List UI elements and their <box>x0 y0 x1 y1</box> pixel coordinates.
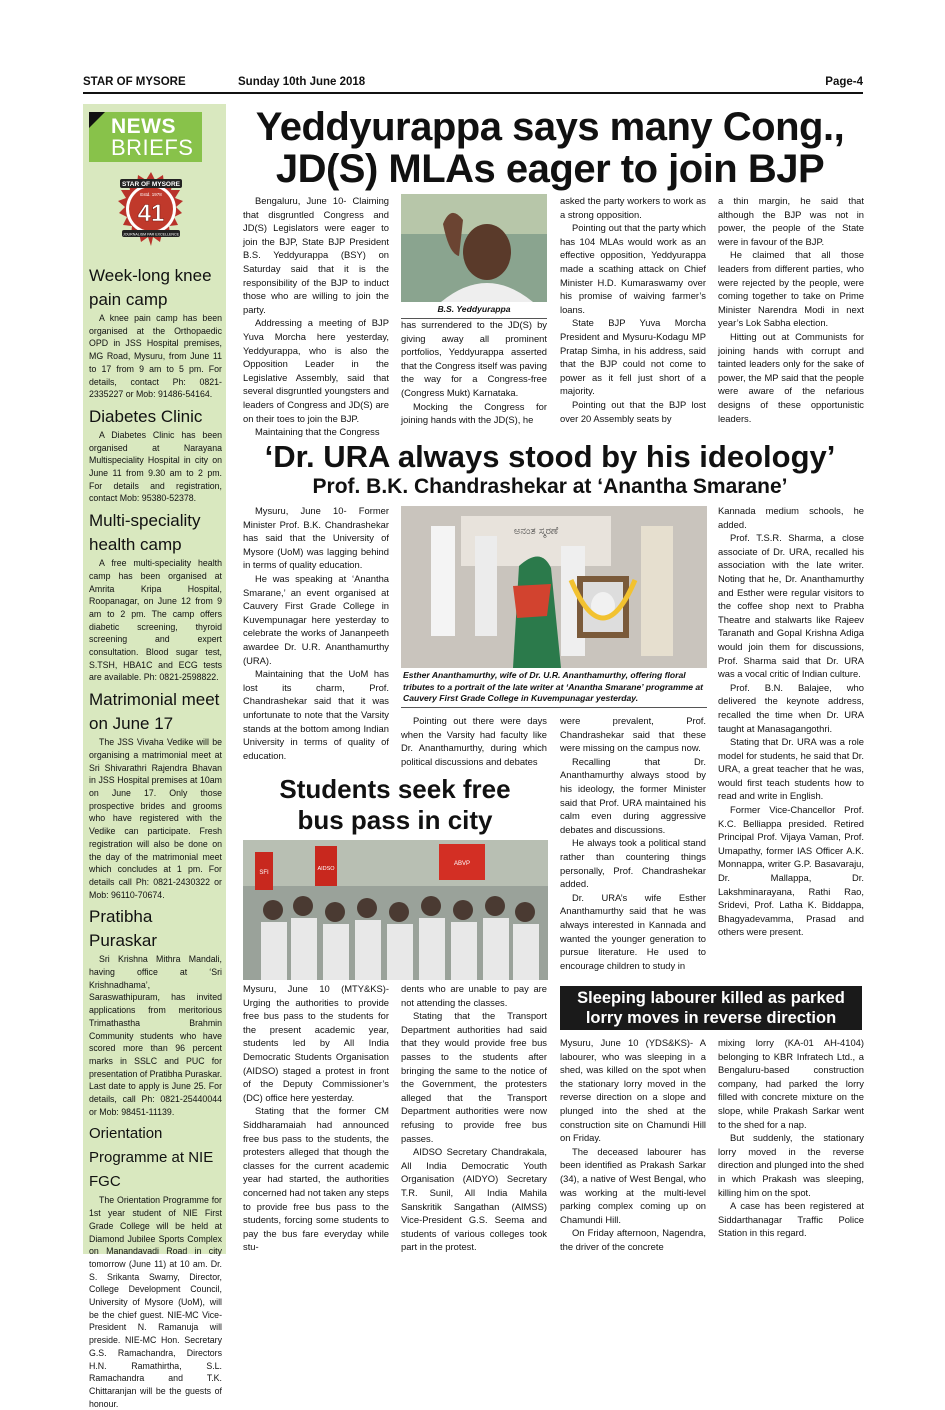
yeddyurappa-photo <box>401 194 547 302</box>
brief-title: Diabetes Clinic <box>89 406 203 426</box>
brief-title: Week-long knee pain camp <box>89 266 212 309</box>
story4-col2 <box>718 1036 864 1260</box>
brief-title: Pratibha Puraskar <box>89 907 158 951</box>
story3-col1 <box>243 982 389 1258</box>
paragraph: Stating that Dr. URA was a role model for students, he said that Dr. URA, a great teacher that he was, would first teach students how to read and write in English. <box>718 736 864 802</box>
brief-title: Matrimonial meet on June 17 <box>89 690 220 734</box>
story4-headline-line1: Sleeping labourer killed as parked <box>577 989 845 1007</box>
brief-item <box>89 264 222 401</box>
paragraph: Stating that the former CM Siddharamaiah had announced free bus pass to the students, the protesters alleged that though the classes for the current academic year had started, the authorities concerned had not taken any steps to provide free bus pass to the students, forcing some students to pay the bus fare everyday while stu- <box>243 1105 389 1253</box>
issue-date: Sunday 10th June 2018 <box>238 76 366 88</box>
placard-text: AIDSO <box>317 866 335 872</box>
story1-headline-line1: Yeddyurappa says many Cong., <box>255 105 845 149</box>
story3-headline-line2: bus pass in city <box>297 805 493 835</box>
brief-text: The Orientation Programme for 1st year student of NIE First Grade College will be held at Diamond Jubilee Sports Complex on Manandavadi Road in city tomorrow (June 11) at 10 am. Dr. S. Srikanta Swamy, Director, College Development Council, University of Mysore (UoM), will be the chief guest. NIE-MC Vice-President N. Ramanuja will preside. NIE-MC Hon. Secretary G.S. Ramachandra, Directors H.N. Ramathirtha, S.L. Ramachandra and T.K. Chittaranjan will be the guests of honour. <box>89 1195 222 1409</box>
paragraph: State BJP Yuva Morcha President and Mysuru-Kodagu MP Pratap Simha, in his address, said that the BJP could not come to power as it fell just short of a majority. <box>560 317 706 397</box>
paragraph: Mysuru, June 10 (MTY&KS)- Urging the authorities to provide free bus pass to the students for the present academic year, students led by All India Democratic Students Organisation (AIDSO) staged a protest in front of the Deputy Commissioner’s (DC) office here yesterday. <box>243 983 389 1103</box>
story2-col3 <box>560 714 706 982</box>
paragraph: He claimed that all those leaders from different parties, who were rejected by the people, were coming together to take on Prime Minister Narendra Modi in next year’s Lok Sabha election. <box>718 249 864 329</box>
brief-text: A knee pain camp has been organised at the Orthopaedic OPD in JSS Hospital premises, MG Road, Mysuru, from June 11 to 17 from 9 am to 5 pm. For details, contact Ph: 0821-2335227 or Mob: 91486-54164. <box>89 313 222 400</box>
briefs-list <box>89 260 222 1410</box>
news-word: NEWS <box>111 115 176 138</box>
paragraph: were prevalent, Prof. Chandrashekar said that these were missing on the campus now. <box>560 715 706 754</box>
paragraph: Pointing out that the party which has 104 MLAs would work as an effective opposition, Yeddyurappa made a scathing attack on Chief Minister H.D. Kumaraswamy over his promise of waiving farmer’s loans. <box>560 222 706 315</box>
paragraph: AIDSO Secretary Chandrakala, All India Democratic Youth Organisation (AIDYO) Secretary T.R. Sunil, All India Mahila Sanskritik Sangathan (AIMSS) Vice-President G.S. Seema and students of various colleges took part in the protest. <box>401 1146 547 1253</box>
logo-bottom-text: JOURNALISM PAR EXCELLENCE <box>122 232 180 237</box>
paragraph: dents who are unable to pay are not attending the classes. <box>401 983 547 1008</box>
brief-text: A Diabetes Clinic has been organised at Narayana Multispeciality Hospital in city on June 11 from 9.30 am to 2 pm. For details and registration, contact Mob: 95380-52378. <box>89 429 222 504</box>
banner-text: ಅನಂತ ಸ್ಮರಣೆ <box>513 526 559 537</box>
paragraph: Former Vice-Chancellor Prof. K.C. Belliappa presided. Retired Principal Prof. Vijaya Vaman, Prof. Umapathy, former IAS Officer A.K. Monnappa, writer G.P. Basavaraju, Dr. Mallappa, Dr. Lakshminarayana, Rathi Rao, Sridevi, Prof. Latha K. Biddappa, Bhagyadevamma, Prasad and others were present. <box>718 804 864 938</box>
brief-item <box>89 405 222 505</box>
story1-col3 <box>560 194 706 434</box>
portrait-icon <box>401 194 547 302</box>
paragraph: a thin margin, he said that although the BJP was not in power, the people of the State were in favour of the BJP. <box>718 195 864 247</box>
story3-col2 <box>401 982 547 1258</box>
header-rule <box>83 92 863 94</box>
paragraph: Mysuru, June 10 (YDS&KS)- A labourer, who was sleeping in a shed, was killed on the spot when the stationary lorry moved in the reverse direction on a slope and plunged into the shed at the construction site on Chamundi Hill on Friday. <box>560 1037 706 1144</box>
paragraph: He always took a political stand rather than countering things personally, Prof. Chandrashekar added. <box>560 837 706 890</box>
anantha-smarane-photo <box>401 506 707 668</box>
brief-item <box>89 1122 222 1410</box>
page-header <box>83 76 863 92</box>
paragraph: Mysuru, June 10- Former Minister Prof. B.K. Chandrashekar has said that the University of Mysore (UoM) was lagging behind in terms of quality education. <box>243 505 389 571</box>
placard-text: ABVP <box>453 861 471 867</box>
story2-col2 <box>401 714 547 774</box>
paragraph: Stating that the Transport Department authorities had said that they would provide free bus passes to the students after bringing the same to the notice of the Government, the protesters alleged that the Transport Department authorities were now refusing to provide free bus passes. <box>401 1010 547 1144</box>
story2-headline: ‘Dr. URA always stood by his ideology’ <box>264 439 836 474</box>
paragraph: Bengaluru, June 10- Claiming that disgruntled Congress and JD(S) Legislators were eager to join the BJP, State BJP President B.S. Yeddyurappa (BSY) on Saturday said that it is the responsibility of the BJP to induct those who are willing to join the party. <box>243 195 389 315</box>
paragraph: Hitting out at Communists for joining hands with corrupt and tainted leaders only for the sake of power, the MP said that the people were aware of the nefarious designs of these opportunistic leaders. <box>718 330 864 424</box>
paragraph: On Friday afternoon, Nagendra, the driver of the concrete <box>560 1227 706 1252</box>
story4-headline-line2: lorry moves in reverse direction <box>585 1009 837 1027</box>
logo-est-text: Estd. 1978 <box>140 192 162 197</box>
brief-item <box>89 905 222 1118</box>
paragraph: mixing lorry (KA-01 AH-4104) belonging to KBR Infratech Ltd., a Bengaluru-based construction company, had parked the lorry filled with concrete mixture on the slope, while Prakash Sarkar went to the shed for a nap. <box>718 1037 864 1130</box>
story2-subhead: Prof. B.K. Chandrashekar at ‘Anantha Smarane’ <box>312 475 788 498</box>
story1-headline-line2: JD(S) MLAs eager to join BJP <box>275 147 825 191</box>
paragraph: The deceased labourer has been identified as Prakash Sarkar (34), a native of West Bengal, who was working at the multi-level parking complex coming up on Chamundi Hill. <box>560 1145 706 1225</box>
paragraph: Pointing out there were days when the Varsity had faculty like Dr. Ananthamurthy, during which political discussions and debates <box>401 715 547 767</box>
paragraph: Prof. B.N. Balajee, who delivered the keynote address, recalled the time when Dr. URA taught at Manasagangothri. <box>718 681 864 734</box>
paragraph: He was speaking at ‘Anantha Smarane,’ an event organised at Cauvery First Grade College in Kuvempunagar here yesterday to celebrate the works of Jananpeeth awardee Dr. U.R. Ananthamurthy (URA). <box>243 572 389 666</box>
brief-text: The JSS Vivaha Vedike will be organising a matrimonial meet at Sri Shivarathri Rajendra Bhavan in JSS Hospital premises at 10am on June 17. Only those prospective brides and grooms who have registered with the Vedike can participate. Fresh registration will also be done on the day of the matrimonial meet which concludes at 1 pm. For details call Ph: 0821-2430322 or Mob: 96110-70674. <box>89 737 222 900</box>
anniversary-logo-icon <box>110 170 192 252</box>
brief-item <box>89 509 222 684</box>
paragraph: Maintaining that the UoM has lost its charm, Prof. Chandrashekar said that it was unfortunate to note that the Varsity stands at the bottom among Indian University in terms of quality of education. <box>243 668 389 761</box>
logo-number: 41 <box>137 200 165 227</box>
story1-col1 <box>243 194 389 438</box>
paragraph: Dr. URA’s wife Esther Ananthamurthy said that he was always interested in Kannada and wanted the younger generation to pursue literature. He used to encourage children to study in <box>560 891 706 971</box>
brief-title: Orientation Programme at NIE FGC <box>89 1125 214 1191</box>
paragraph: Mocking the Congress for joining hands with the JD(S), he <box>401 400 547 426</box>
story2-col1 <box>243 504 389 776</box>
story4-col1 <box>560 1036 706 1260</box>
brief-item <box>89 688 222 901</box>
paragraph: A case has been registered at Siddarthanagar Traffic Police Station in this regard. <box>718 1200 864 1239</box>
page-number: Page-4 <box>825 76 863 88</box>
yeddyurappa-caption: B.S. Yeddyurappa <box>401 302 547 319</box>
paragraph: Maintaining that the Congress <box>255 426 380 438</box>
paragraph: Addressing a meeting of BJP Yuva Morcha here yesterday, Yeddyurappa, who is also the Opposition Leader in the Legislative Assembly, said that several disgruntled youngsters and leaders of Congress and JD(S) are on their toes to join the BJP. <box>243 317 389 424</box>
paragraph: Kannada medium schools, he added. <box>718 505 864 530</box>
anantha-caption: Esther Ananthamurthy, wife of Dr. U.R. Ananthamurthy, offering floral tributes to a portrait of the late writer at ‘Anantha Smarane’ programme at Cauvery First Grade College in Kuvempunagar yesterday. <box>401 668 707 708</box>
paragraph: Recalling that Dr. Ananthamurthy always stood by his ideology, the former Minister said that Prof. URA maintained his calm even during aggressive debates and discussions. <box>560 755 706 835</box>
protest-crowd-icon <box>243 840 548 980</box>
protest-photo <box>243 840 548 980</box>
news-briefs-label <box>89 112 202 162</box>
story2-col4 <box>718 504 864 982</box>
brief-text: A free multi-speciality health camp has been organised at Amrita Kripa Hospital, Roopanagar, on June 12 from 9 am to 2 pm. The camp offers diabetic screening, thyroid screening and expert consultation. Blood sugar test, S.TSH, HBA1C and ECG tests are available. Ph: 0821-2598822. <box>89 558 222 683</box>
placard-text: SFI <box>259 870 269 876</box>
paragraph: But suddenly, the stationary lorry moved in the reverse direction and plunged into the shed in which Prakash was sleeping, killing him on the spot. <box>718 1132 864 1198</box>
paragraph: asked the party workers to work as a strong opposition. <box>560 195 706 220</box>
logo-top-text: STAR OF MYSORE <box>121 181 181 188</box>
story4-headline <box>560 986 862 1030</box>
corner-triangle-icon <box>89 112 105 128</box>
event-photo-icon <box>401 506 707 668</box>
paragraph: has surrendered to the JD(S) by giving away all prominent portfolios, Yeddyurappa asserted that the Congress itself was paving the way for a Congress-free (Congress Mukt) Karnataka. <box>401 319 547 398</box>
briefs-word: BRIEFS <box>111 135 194 160</box>
story1-col4 <box>718 194 864 434</box>
brief-text: Sri Krishna Mithra Mandali, having office at ‘Sri Krishnadhama’, Saraswathipuram, has invited applications from meritorious Trimathastha Brahmin Community students who have scored more than 96 percent marks in SSLC and PUC for presentation of Pratibha Puraskar. Last date to apply is June 25. For details, call Ph: 0821-25440044 or Mob: 98451-11139. <box>89 954 223 1117</box>
paper-name: STAR OF MYSORE <box>83 76 186 88</box>
story1-col2 <box>401 318 547 434</box>
story3-headline-line1: Students seek free <box>279 774 511 804</box>
brief-title: Multi-speciality health camp <box>89 511 201 555</box>
paragraph: Pointing out that the BJP lost over 20 Assembly seats by <box>560 398 706 424</box>
paragraph: Prof. T.S.R. Sharma, a close associate of Dr. URA, recalled his association with the late writer. Noting that he, Dr. Ananthamurthy and Esther were regular visitors to the coffee shop next to Prabha Theatre and stalwarts like Rajeev Taranath and Gopal Krishna Adiga would join them for discussions, Prof. Sharma said that Dr. URA was a vocal critic of Indian culture. <box>718 532 864 680</box>
